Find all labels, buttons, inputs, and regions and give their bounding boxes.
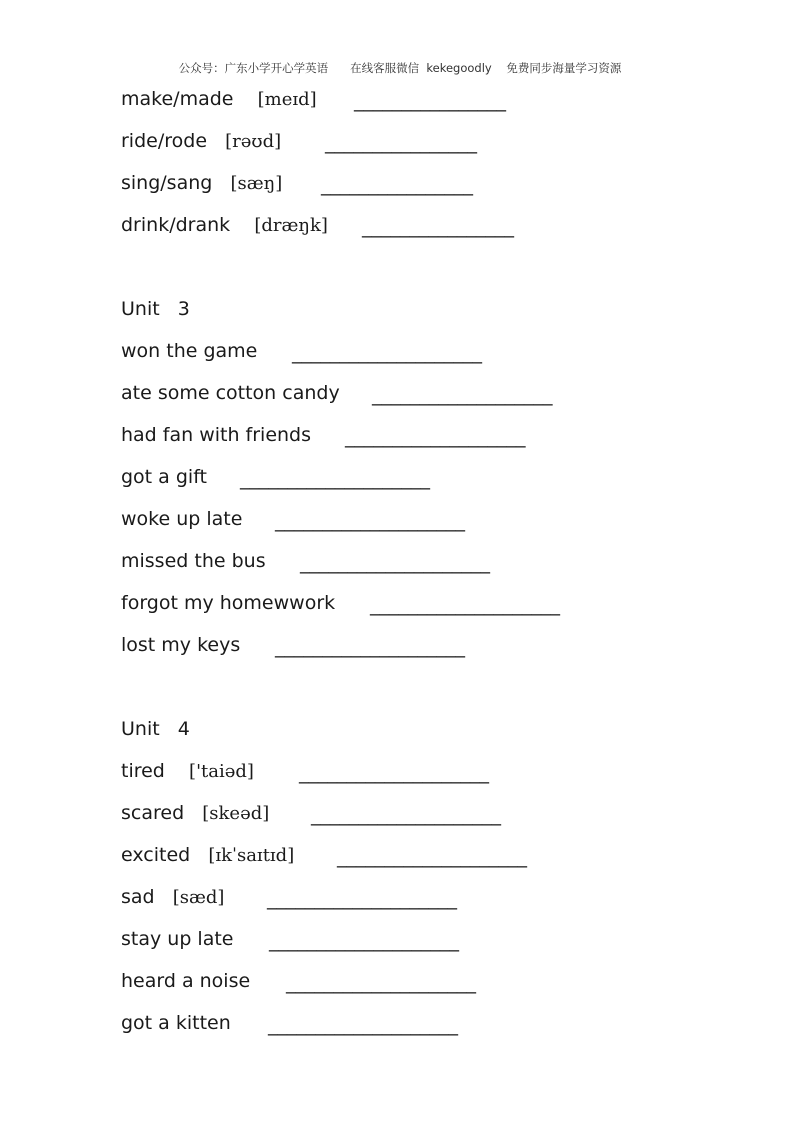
vocab-item xyxy=(121,171,282,196)
vocab-word: make/made xyxy=(121,88,234,110)
vocab-word: tired xyxy=(121,760,165,782)
vocab-item xyxy=(121,801,269,826)
vocab-word: sad xyxy=(121,886,155,908)
vocab-word: drink/drank xyxy=(121,214,231,236)
answer-blank[interactable]: ____________________ xyxy=(267,888,457,910)
vocab-item xyxy=(121,129,281,154)
answer-blank[interactable]: ____________________ xyxy=(292,342,482,364)
vocab-item: woke up late xyxy=(121,508,243,530)
vocab-phonetic: [sæŋ] xyxy=(230,173,283,194)
answer-blank[interactable]: ____________________ xyxy=(299,762,489,784)
vocab-item: got a kitten xyxy=(121,1012,231,1034)
answer-blank[interactable]: ___________________ xyxy=(345,426,526,448)
vocab-word: scared xyxy=(121,802,185,824)
vocab-item xyxy=(121,213,328,238)
vocab-item: stay up late xyxy=(121,928,234,950)
answer-blank[interactable]: ____________________ xyxy=(286,972,476,994)
vocab-phonetic: [meɪd] xyxy=(257,89,317,110)
vocab-item: heard a noise xyxy=(121,970,251,992)
answer-blank[interactable]: ____________________ xyxy=(370,594,560,616)
vocab-phonetic: [ɪkˈsaɪtɪd] xyxy=(208,845,295,866)
answer-blank[interactable]: ____________________ xyxy=(275,510,465,532)
vocab-phonetic: [sæd] xyxy=(172,887,225,908)
answer-blank[interactable]: ________________ xyxy=(362,216,514,238)
answer-blank[interactable]: ____________________ xyxy=(240,468,430,490)
unit-4-heading: Unit 4 xyxy=(121,718,190,740)
vocab-phonetic: ['taiəd] xyxy=(189,761,254,782)
answer-blank[interactable]: ____________________ xyxy=(269,930,459,952)
answer-blank[interactable]: ____________________ xyxy=(337,846,527,868)
answer-blank[interactable]: ____________________ xyxy=(311,804,501,826)
vocab-item xyxy=(121,843,294,868)
vocab-word: sing/sang xyxy=(121,172,213,194)
answer-blank[interactable]: ________________ xyxy=(354,90,506,112)
vocab-item: forgot my homewwork xyxy=(121,592,336,614)
vocab-word: excited xyxy=(121,844,191,866)
vocab-item xyxy=(121,759,254,784)
answer-blank[interactable]: ____________________ xyxy=(300,552,490,574)
vocab-item: ate some cotton candy xyxy=(121,382,340,404)
vocab-item: got a gift xyxy=(121,466,208,488)
answer-blank[interactable]: ________________ xyxy=(321,174,473,196)
vocab-phonetic: [rəʊd] xyxy=(225,131,282,152)
page-header: 公众号：广东小学开心学英语 在线客服微信 kekegoodly 免费同步海量学习资源 xyxy=(178,61,622,75)
vocab-item: won the game xyxy=(121,340,258,362)
vocab-phonetic: [skeəd] xyxy=(202,803,270,824)
unit-3-heading: Unit 3 xyxy=(121,298,190,320)
vocab-item xyxy=(121,885,224,910)
answer-blank[interactable]: ____________________ xyxy=(275,636,465,658)
answer-blank[interactable]: ________________ xyxy=(325,132,477,154)
answer-blank[interactable]: ____________________ xyxy=(268,1014,458,1036)
vocab-phonetic: [dræŋk] xyxy=(254,215,328,236)
vocab-item: missed the bus xyxy=(121,550,266,572)
vocab-item xyxy=(121,87,317,112)
answer-blank[interactable]: ___________________ xyxy=(372,384,553,406)
vocab-item: lost my keys xyxy=(121,634,241,656)
vocab-word: ride/rode xyxy=(121,130,208,152)
vocab-item: had fan with friends xyxy=(121,424,312,446)
